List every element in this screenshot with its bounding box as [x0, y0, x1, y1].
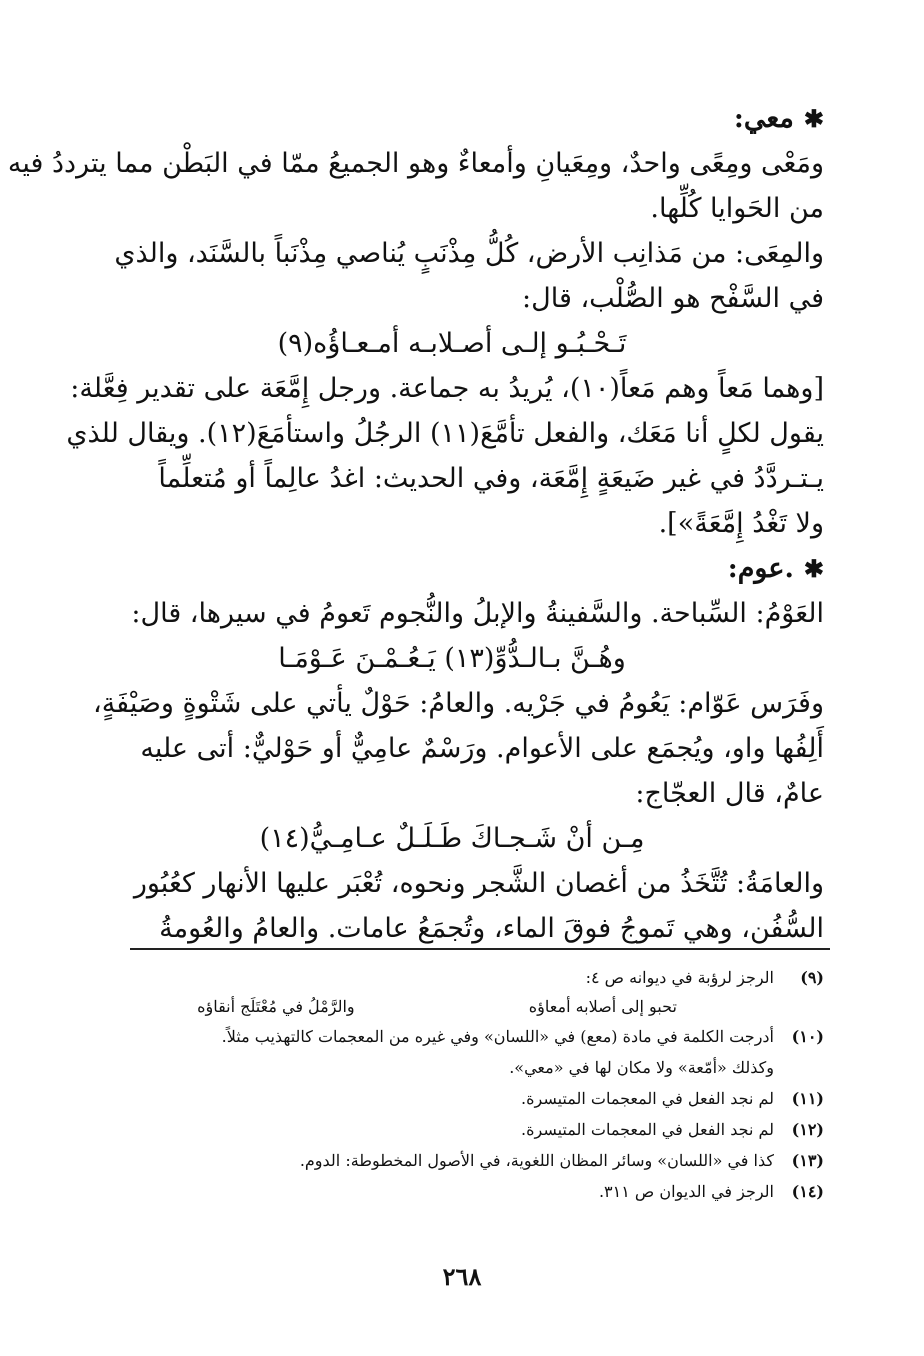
footnote-text: وكذلك «أمّعة» ولا مكان لها في «معي».: [509, 1058, 774, 1077]
footnotes: [110, 962, 824, 1207]
footnote-number: (١٠): [791, 1027, 824, 1046]
page-number: ٢٦٨: [442, 1262, 482, 1291]
text-line: ولا تَغْدُ إِمَّعَةً»].: [658, 508, 824, 539]
asterisk-icon: ✱: [803, 554, 824, 583]
footnote-number: (١٢): [791, 1120, 824, 1139]
footnote: [110, 1052, 824, 1083]
entry-heading-maay: [120, 96, 824, 141]
text-line: السُّفُن، وهي تَموجُ فوقَ الماء، وتُجمَعُ عامات. والعامُ والعُومةُ: [159, 913, 824, 944]
asterisk-icon: ✱: [803, 104, 824, 133]
text-line: يـتـردَّدُ في غير ضَيعَةٍ إِمَّعَة، وفي الحديث: اغدُ عالِماً أو مُتعلِّماً: [158, 463, 824, 494]
verse-line: مِـن أنْ شَـجـاكَ طَـلَـلٌ عـامِـيُّ(١٤): [259, 823, 645, 854]
footnote-number: (١١): [791, 1089, 824, 1108]
footnote: [110, 1021, 824, 1052]
heading-text: .عوم:: [727, 553, 794, 584]
text-line: ومَعْى ومِعًى واحدٌ، ومِعَيانِ وأمعاءٌ وهو الجميعُ ممّا في البَطْن مما يترددُ فيه: [7, 148, 824, 179]
footnote-text: لم نجد الفعل في المعجمات المتيسرة.: [521, 1120, 774, 1139]
verse-line: وهُـنَّ بـالـدُّوِّ(١٣) يَـعُـمْـنَ عَـوْمَـا: [278, 643, 626, 674]
main-text: [7, 96, 824, 951]
footnote-number: (١٣): [791, 1151, 824, 1170]
text-line: أَلِفُها واو، ويُجمَع على الأعوام. ورَسْمٌ عامِيٌّ أو حَوْليٌّ: أتى عليه: [140, 733, 824, 764]
footnote-divider: [130, 948, 830, 950]
text-line: من الحَوايا كُلِّها.: [650, 193, 824, 224]
footnote: [110, 1176, 824, 1207]
footnote-text: الرجز في الديوان ص ٣١١.: [598, 1182, 774, 1201]
footnote-text: لم نجد الفعل في المعجمات المتيسرة.: [521, 1089, 774, 1108]
footnote: [110, 962, 824, 993]
text-line: في السَّفْح هو الصُّلْب، قال:: [522, 283, 824, 314]
text-line: عامٌ، قال العجّاج:: [635, 778, 824, 809]
footnote-text: كذا في «اللسان» وسائر المظان اللغوية، في الأصول المخطوطة: الدوم.: [299, 1151, 774, 1170]
verse-line: تَـحْـبُـو إلـى أصـلابـه أمـعـاؤُه(٩): [277, 328, 627, 359]
text-line: وفَرَس عَوّام: يَعُومُ في جَرْيه. والعامُ: حَوْلٌ يأتي على شَتْوةٍ وصَيْفَةٍ،: [92, 688, 824, 719]
footnote-number: [774, 1052, 824, 1083]
footnote-number: (٩): [800, 968, 824, 987]
text-line: والمِعَى: من مَذانِب الأرض، كُلُّ مِذْنَبٍ يُناصي مِذْنَباً بالسَّنَد، والذي: [114, 238, 824, 269]
footnote: [110, 1114, 824, 1145]
text-line: يقول لكلٍ أنا مَعَك، والفعل تأمَّعَ(١١) الرجُلُ واستأمَعَ(١٢). ويقال للذي: [66, 418, 824, 449]
footnote-text: أدرجت الكلمة في مادة (معع) في «اللسان» وفي غيره من المعجمات كالتهذيب مثلاً.: [221, 1027, 774, 1046]
text-line: العَوْمُ: السِّباحة. والسَّفينةُ والإبلُ والنُّجوم تَعومُ في سيرها، قال:: [131, 598, 824, 629]
verse-hemistich: تحبو إلى أصلابه أمعاؤه: [528, 997, 677, 1016]
footnote: [110, 1083, 824, 1114]
text-line: [وهما مَعاً وهم مَعاً(١٠)، يُريدُ به جماعة. ورجل إِمَّعَة على تقدير فِعَّلة:: [70, 373, 824, 404]
footnote: [110, 1145, 824, 1176]
footnote-verse: [110, 993, 824, 1021]
heading-text: معي:: [733, 103, 794, 134]
entry-heading-awm: [120, 546, 824, 591]
footnote-number: (١٤): [791, 1182, 824, 1201]
verse-hemistich: والرَّمْلُ في مُعْتَلَج أنقاؤه: [197, 997, 355, 1016]
text-line: والعامَةُ: تُتَّخَذُ من أغصان الشَّجر ونحوه، تُعْبَر عليها الأنهار كعُبُور: [133, 868, 824, 899]
footnote-text: الرجز لرؤبة في ديوانه ص ٤:: [585, 968, 774, 987]
